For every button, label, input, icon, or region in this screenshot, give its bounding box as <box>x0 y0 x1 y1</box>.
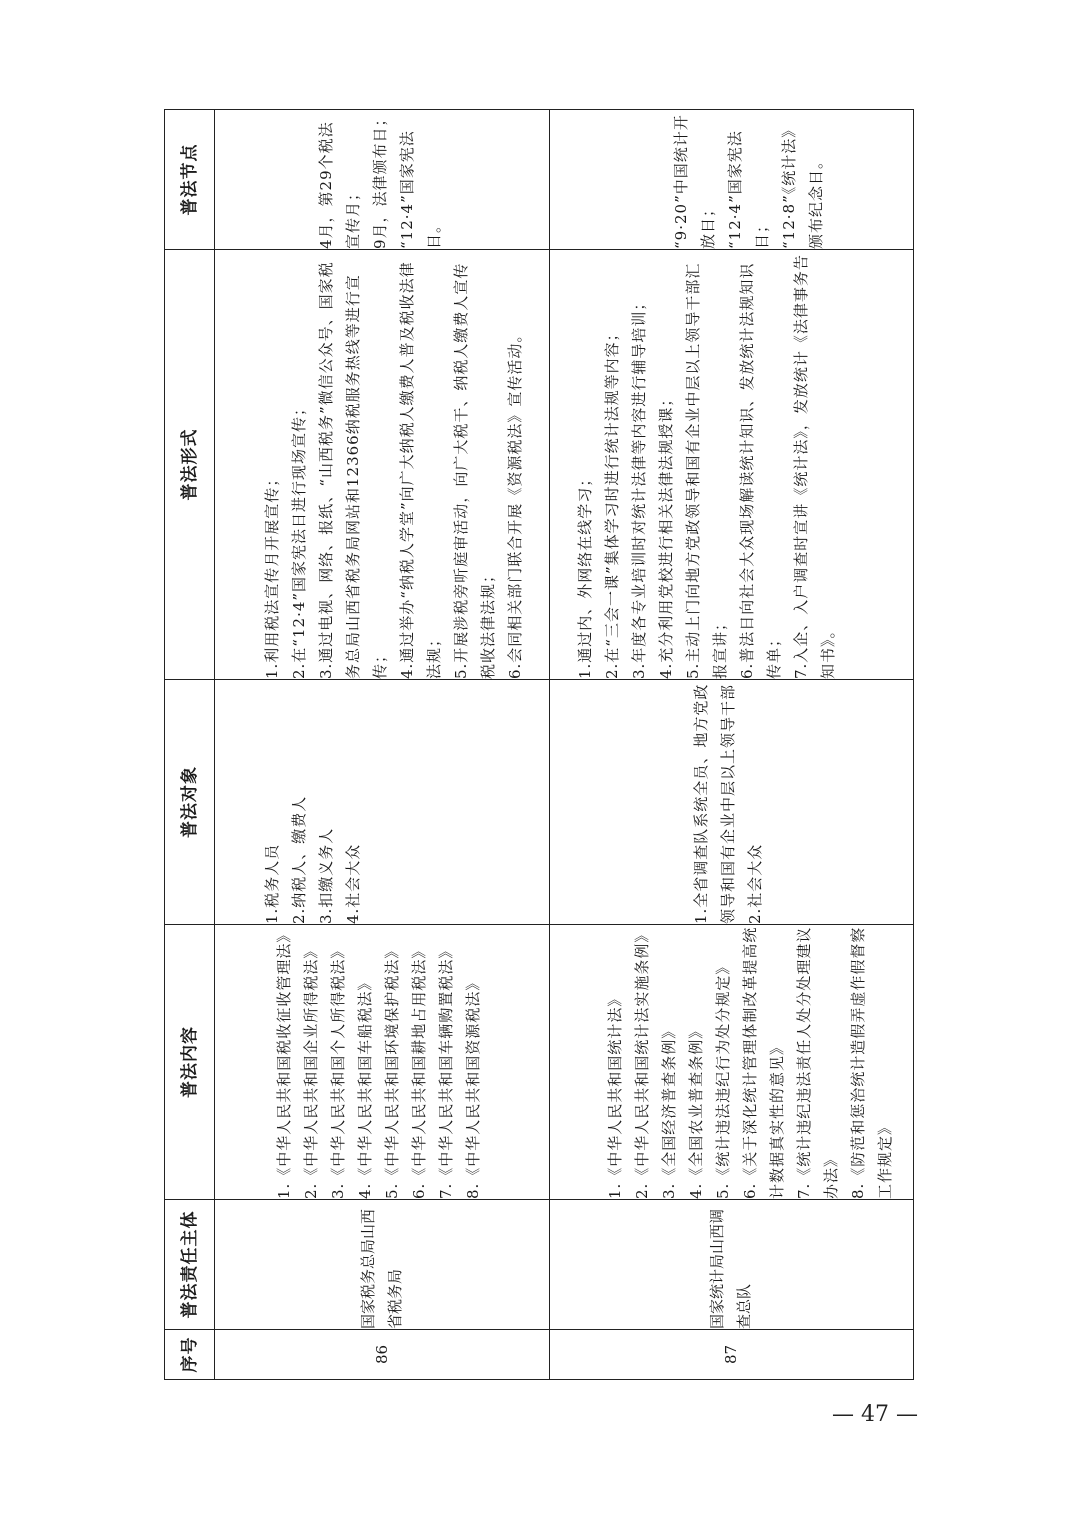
page-number: — 47 — <box>832 1402 918 1427</box>
content-item: 7.《统计违纪违法责任人处分处理建议办法》 <box>794 926 840 1199</box>
form-item: 1.通过内、外网络在线学习； <box>575 470 594 679</box>
header-form: 普法形式 <box>165 250 215 680</box>
header-target: 普法对象 <box>165 680 215 925</box>
content-item: 6.《中华人民共和国耕地占用税法》 <box>410 942 429 1199</box>
node-item: 9月，法律颁布日； <box>371 110 390 249</box>
form-item: 3.年度各专业培训时对统计法律等内容进行辅导培训； <box>629 294 648 679</box>
row-nodes <box>549 110 914 250</box>
node-item: “9·20”中国统计开放日； <box>671 114 717 249</box>
table-row <box>549 110 914 1380</box>
header-subject: 普法责任主体 <box>165 1200 215 1330</box>
table-row <box>215 110 549 1380</box>
form-item: 7.入企、入户调查时宣讲《统计法》，发放统计《法律事务告知书》。 <box>791 254 837 679</box>
row-subject: 国家税务总局山西省税务局 <box>215 1200 549 1330</box>
content-item: 2.《中华人民共和国统计法实施条例》 <box>632 926 651 1199</box>
content-item: 5.《统计违法违纪行为处分规定》 <box>713 958 732 1199</box>
header-content: 普法内容 <box>165 925 215 1200</box>
content-item: 1.《中华人民共和国税收征收管理法》 <box>275 926 294 1199</box>
row-target <box>549 680 914 925</box>
content-item: 4.《全国农业普查条例》 <box>686 1022 705 1199</box>
form-item: 2.在“12·4”国家宪法日进行现场宣传； <box>290 399 309 679</box>
form-item: 4.充分利用党校进行相关法律法规授课； <box>656 390 675 679</box>
law-popularization-table <box>164 109 914 1380</box>
row-subject: 国家统计局山西调查总队 <box>549 1200 914 1330</box>
node-item: “12·4”国家宪法日。 <box>398 130 444 249</box>
target-item: 2.纳税人、缴费人 <box>290 795 309 924</box>
content-item: 3.《中华人民共和国个人所得税法》 <box>329 942 348 1199</box>
content-item: 2.《中华人民共和国企业所得税法》 <box>302 942 321 1199</box>
header-seq: 序号 <box>165 1330 215 1380</box>
target-item: 1.全省调查队系统全员、地方党政领导和国有企业中层以上领导干部 <box>691 683 737 924</box>
row-content <box>215 925 549 1200</box>
row-form <box>215 250 549 680</box>
table-header-row <box>165 110 215 1380</box>
form-item: 6.会同相关部门联合开展《资源税法》宣传活动。 <box>506 326 525 679</box>
content-item: 3.《全国经济普查条例》 <box>659 1022 678 1199</box>
content-item: 8.《防范和惩治统计造假弄虚作假督察工作规定》 <box>848 926 894 1199</box>
target-item: 3.扣缴义务人 <box>317 827 336 924</box>
content-item: 1.《中华人民共和国统计法》 <box>605 990 624 1199</box>
form-item: 2.在“三会一课”集体学习时进行统计法规等内容； <box>602 325 621 679</box>
form-item: 5.主动上门向地方党政领导和国有企业中层以上领导干部汇报宣讲； <box>683 262 729 679</box>
target-item: 1.税务人员 <box>263 843 282 924</box>
target-item: 4.社会大众 <box>344 843 363 924</box>
row-content <box>549 925 914 1200</box>
content-item: 5.《中华人民共和国环境保护税法》 <box>383 942 402 1199</box>
rotated-table-wrapper <box>164 110 914 1380</box>
form-item: 6.普法日向社会大众现场解读统计知识、发放统计法规知识传单； <box>737 262 783 679</box>
form-item: 4.通过举办“纳税人学堂”向广大纳税人缴费人普及税收法律法规； <box>398 261 444 679</box>
content-item: 6.《关于深化统计管理体制改革提高统计数据真实性的意见》 <box>740 926 786 1199</box>
form-item: 3.通过电视、网络、报纸、“山西税务”微信公众号、国家税务总局山西省税务局网站和12366纳税服务热线等进行宣传； <box>317 261 390 679</box>
row-target <box>215 680 549 925</box>
row-nodes <box>215 110 549 250</box>
node-item: “12·4”国家宪法日； <box>725 130 771 249</box>
row-form <box>549 250 914 680</box>
node-item: 4月，第29个税法宣传月； <box>317 121 363 249</box>
content-item: 8.《中华人民共和国资源税法》 <box>464 974 483 1199</box>
content-item: 7.《中华人民共和国车辆购置税法》 <box>437 942 456 1199</box>
row-seq: 86 <box>215 1330 549 1380</box>
form-item: 1.利用税法宣传月开展宣传； <box>263 470 282 679</box>
form-item: 5.开展涉税旁听庭审活动，向广大税干、纳税人缴费人宣传税收法律法规； <box>452 262 498 679</box>
header-nodes: 普法节点 <box>165 110 215 250</box>
content-item: 4.《中华人民共和国车船税法》 <box>356 974 375 1199</box>
row-seq: 87 <box>549 1330 914 1380</box>
target-item: 2.社会大众 <box>745 843 764 924</box>
node-item: “12·8”《统计法》颁布纪念日。 <box>779 121 825 249</box>
